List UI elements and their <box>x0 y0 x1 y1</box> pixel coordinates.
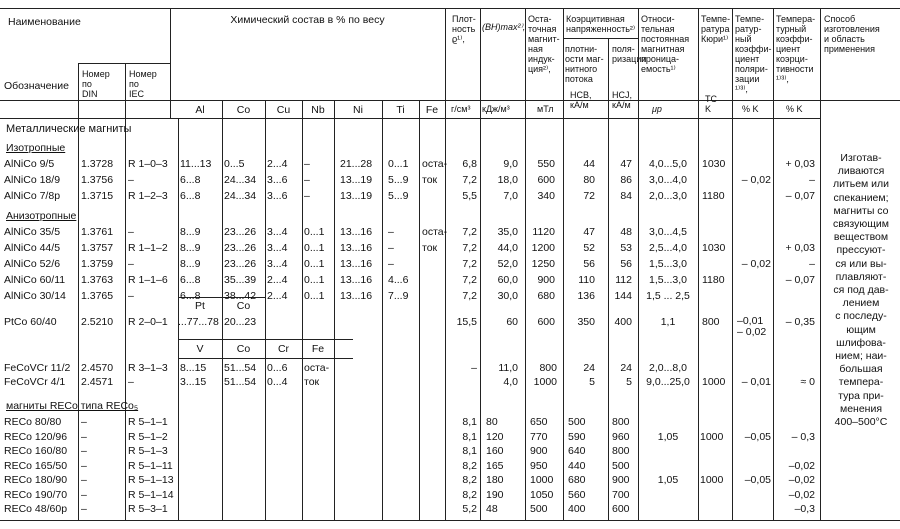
table-cell: 8...9 <box>180 226 201 238</box>
material-name: AlNiCo 18/9 <box>4 174 61 186</box>
col-header-designation: Обозначение <box>4 80 69 92</box>
table-cell: 1000 <box>530 474 554 486</box>
table-cell: 1.3763 <box>81 274 114 286</box>
table-cell: 3...15 <box>180 376 207 388</box>
table-cell: R 2–0–1 <box>128 316 168 328</box>
table-cell: 2.4571 <box>81 376 114 388</box>
table-cell: 960 <box>612 430 630 443</box>
table-cell: 44,0 <box>497 242 518 254</box>
table-cell: 53 <box>620 242 632 254</box>
table-cell: оста- <box>304 362 330 374</box>
table-cell: R 1–1–6 <box>128 274 168 286</box>
table-cell: 340 <box>537 190 555 202</box>
table-cell: 180 <box>486 474 504 486</box>
table-cell: 24 <box>583 362 595 374</box>
table-cell: 1000 <box>702 376 726 388</box>
table-cell: 30,0 <box>497 290 518 302</box>
section-metallic: Металлические магниты <box>6 123 132 135</box>
table-cell: 56 <box>620 258 632 270</box>
material-name: AlNiCo 7/8p <box>4 190 61 202</box>
table-cell: 13...19 <box>340 174 373 186</box>
table-cell: 2...4 <box>267 290 288 302</box>
table-cell: –0,05 <box>744 430 771 443</box>
table-cell: 900 <box>530 445 548 457</box>
table-cell: – 0,02 <box>741 258 771 270</box>
table-cell: 0...1 <box>304 226 325 238</box>
table-cell: 35,0 <box>497 226 518 238</box>
material-name: REСо 48/60p <box>4 503 68 515</box>
table-cell: 9,0...25,0 <box>646 376 690 388</box>
table-cell: 1120 <box>532 226 555 238</box>
table-cell: 11...13 <box>180 158 212 170</box>
table-cell: оста- <box>422 158 448 170</box>
table-cell: – <box>304 158 310 170</box>
table-cell: 84 <box>620 190 632 202</box>
table-cell: – <box>388 242 394 254</box>
table-cell: 1030 <box>702 242 726 254</box>
col-header-din: Номер по DIN <box>82 69 110 99</box>
table-cell: 5...9 <box>388 190 409 202</box>
table-cell: – <box>471 362 477 374</box>
table-cell: 8...9 <box>180 242 201 254</box>
material-name: AlNiCo 60/11 <box>4 274 66 286</box>
table-cell: 3...4 <box>267 242 288 254</box>
table-cell: 500 <box>568 416 586 428</box>
col-header-pt: Pt <box>195 300 205 312</box>
table-cell: 15,5 <box>456 316 477 328</box>
table-cell: 560 <box>568 488 586 501</box>
table-cell: 8,1 <box>462 445 477 457</box>
table-cell: 800 <box>612 416 630 428</box>
col-header-hcb: плотни- ости маг- нитного потока <box>565 44 604 84</box>
table-cell: 80 <box>486 416 498 428</box>
table-cell: 3...4 <box>267 226 288 238</box>
table-cell: 38...42 <box>224 290 257 302</box>
col-header-v: V <box>196 343 204 355</box>
table-cell: 7,2 <box>462 242 477 254</box>
material-name: REСо 165/50 <box>4 459 68 472</box>
table-cell: 350 <box>577 316 595 328</box>
table-cell: R 5–1–3 <box>128 445 168 457</box>
material-name: REСо 180/90 <box>4 474 68 486</box>
table-cell: 72 <box>583 190 595 202</box>
method-description: Изготав- ливаются литьем или спеканием; магниты со связующим веществом прессуют- ся или вы- плавляют- ся под дав- лением с последу- ющим шлифова- нием; наи- большая темпера- тура при- менения 400–500°С <box>832 152 890 429</box>
table-cell: 1.3761 <box>81 226 114 238</box>
table-cell: 7,2 <box>462 290 477 302</box>
table-cell: 18,0 <box>497 174 518 186</box>
table-cell: –0,02 <box>788 488 815 501</box>
table-cell: R 5–1–1 <box>128 416 168 428</box>
table-cell: 6...8 <box>180 190 201 202</box>
table-cell: 500 <box>530 503 548 515</box>
table-cell: – <box>81 416 87 428</box>
col-header-hcj: поля- ризации <box>612 44 647 64</box>
table-cell: 4,0...5,0 <box>649 158 687 170</box>
table-cell: – 0,02 <box>741 174 771 186</box>
table-cell: – <box>128 290 134 302</box>
table-cell: 900 <box>612 474 630 486</box>
table-cell: 1,05 <box>657 430 679 443</box>
col-header-iec: Номер по IEC <box>129 69 157 99</box>
col-header-fe: Fe <box>425 104 439 116</box>
table-cell: – <box>81 503 87 515</box>
col-header-co: Co <box>236 104 251 116</box>
table-cell: 0...1 <box>304 258 325 270</box>
table-cell: –0,02 <box>788 474 815 486</box>
table-cell: 8,1 <box>462 416 477 428</box>
table-cell: 600 <box>612 503 630 515</box>
table-cell: – <box>809 174 815 186</box>
table-cell: 8...9 <box>180 258 201 270</box>
table-cell: – <box>128 174 134 186</box>
tch-unit: % K <box>786 104 803 114</box>
col-header-perm: Относи- тельная постоянная магнитная проница- емость¹⁾ <box>641 14 690 74</box>
table-cell: 13...16 <box>340 274 373 286</box>
table-cell: 5 <box>589 376 595 388</box>
table-cell: 0...4 <box>267 376 288 388</box>
table-cell: 1.3759 <box>81 258 114 270</box>
table-cell: 4...6 <box>388 274 409 286</box>
table-cell: 550 <box>537 158 555 170</box>
hcj-unit: HCJ, кА/м <box>612 90 632 110</box>
table-cell: 7,2 <box>462 258 477 270</box>
table-cell: 500 <box>612 459 630 472</box>
table-cell: 86 <box>620 174 632 186</box>
table-cell: 56 <box>583 258 595 270</box>
col-header-remanence: Оста- точная магнит- ная индук- ция²⁾, <box>528 14 560 74</box>
table-cell: – <box>128 376 134 388</box>
material-name: AlNiCo 35/5 <box>4 226 61 238</box>
table-cell: – <box>81 445 87 457</box>
table-cell: 47 <box>583 226 595 238</box>
table-cell: 1.3757 <box>81 242 114 254</box>
table-cell: 112 <box>615 274 632 286</box>
material-name: AlNiCo 44/5 <box>4 242 61 254</box>
table-cell: 1250 <box>531 258 555 270</box>
bh-unit: кДж/м³ <box>482 104 510 114</box>
table-cell: 680 <box>568 474 586 486</box>
col-header-fe: Fe <box>311 343 325 355</box>
table-cell: 3,0...4,0 <box>649 174 687 186</box>
table-cell: 44 <box>583 158 595 170</box>
table-cell: R 3–1–3 <box>128 362 168 374</box>
table-cell: 1.3728 <box>81 158 114 170</box>
table-cell: 1000 <box>533 376 557 388</box>
table-cell: 13...19 <box>340 190 373 202</box>
material-name: REСо 160/80 <box>4 445 68 457</box>
table-cell: 7,2 <box>462 226 477 238</box>
table-cell: 48 <box>620 226 632 238</box>
perm-unit: μp <box>652 104 662 114</box>
table-cell: R 5–1–11 <box>128 459 173 472</box>
table-cell: 1,05 <box>657 474 679 486</box>
table-cell: 6,8 <box>462 158 477 170</box>
table-cell: 11,0 <box>498 362 518 374</box>
table-cell: 6...8 <box>180 174 201 186</box>
col-header-bh: (BH)max²⁾, <box>482 22 526 32</box>
material-name: PtCo 60/40 <box>4 316 57 328</box>
table-cell: – 0,3 <box>791 430 815 443</box>
table-cell: 800 <box>612 445 630 457</box>
table-cell: 60,0 <box>497 274 518 286</box>
col-header-cu: Cu <box>276 104 291 116</box>
table-cell: 440 <box>568 459 586 472</box>
col-header-co: Co <box>236 300 251 312</box>
table-cell: 0...1 <box>304 242 325 254</box>
density-unit: г/см³ <box>451 104 471 114</box>
table-cell: R 1–0–3 <box>128 158 168 170</box>
table-cell: –0,05 <box>744 474 771 486</box>
table-cell: 136 <box>577 290 595 302</box>
table-cell: 0...6 <box>267 362 288 374</box>
table-cell: 1000 <box>700 474 724 486</box>
section-reco: магниты REСо типа REСо₅ <box>6 400 139 412</box>
table-cell: 48 <box>486 503 498 515</box>
col-header-curie: Темпе- ратура Кюри¹⁾ <box>701 14 731 44</box>
table-cell: R 5–1–2 <box>128 430 168 443</box>
table-cell: 1,5...3,0 <box>649 258 687 270</box>
material-name: FeCoVCr 4/1 <box>4 376 66 388</box>
table-cell: 400 <box>568 503 586 515</box>
table-cell: 3...4 <box>267 258 288 270</box>
table-cell: 1,5...3,0 <box>649 274 687 286</box>
table-cell: – <box>81 459 87 472</box>
table-cell: – <box>388 258 394 270</box>
table-cell: – <box>128 226 134 238</box>
table-cell: 2...4 <box>267 158 288 170</box>
table-cell: 1030 <box>702 158 726 170</box>
table-cell: оста- <box>422 226 448 238</box>
table-cell: ток <box>422 174 438 186</box>
material-name: AlNiCo 30/14 <box>4 290 66 302</box>
table-cell: 900 <box>537 274 555 286</box>
table-cell: 3...6 <box>267 174 288 186</box>
table-cell: 24...34 <box>224 190 257 202</box>
col-header-co: Co <box>236 343 251 355</box>
table-cell: 23...26 <box>224 258 257 270</box>
table-cell: 5 <box>626 376 632 388</box>
table-cell: 24...34 <box>224 174 257 186</box>
table-cell: 1000 <box>700 430 724 443</box>
table-cell: – <box>81 430 87 443</box>
col-header-coercive: Коэрцитивная напряженность²⁾ <box>566 14 636 34</box>
table-cell: 160 <box>486 445 504 457</box>
section-isotropic: Изотропные <box>6 142 66 154</box>
col-header-nb: Nb <box>311 104 325 116</box>
table-cell: 21...28 <box>340 158 373 170</box>
table-cell: ≈ 0 <box>800 376 815 388</box>
table-cell: 8...15 <box>180 362 207 374</box>
table-cell: 7,0 <box>503 190 518 202</box>
table-cell: 2.5210 <box>81 316 114 328</box>
table-cell: 9,0 <box>503 158 518 170</box>
table-cell: – <box>388 226 394 238</box>
table-cell: –0,02 <box>788 459 815 472</box>
table-cell: 8,2 <box>462 459 477 472</box>
table-cell: 2.4570 <box>81 362 114 374</box>
col-header-cr: Cr <box>277 343 290 355</box>
table-cell: – <box>304 174 310 186</box>
table-cell: 1180 <box>702 190 725 202</box>
table-cell: 52,0 <box>497 258 518 270</box>
table-cell: 7,2 <box>462 274 477 286</box>
material-name: REСо 80/80 <box>4 416 62 428</box>
table-cell: R 5–3–1 <box>128 503 168 515</box>
table-cell: ...77...78 <box>178 316 219 328</box>
table-cell: 7,2 <box>462 174 477 186</box>
table-cell: 950 <box>530 459 548 472</box>
table-cell: 23...26 <box>224 226 257 238</box>
table-cell: 3...6 <box>267 190 288 202</box>
table-cell: R 1–1–2 <box>128 242 168 254</box>
table-cell: 13...16 <box>340 290 373 302</box>
table-cell: 190 <box>486 488 504 501</box>
table-cell: 80 <box>583 174 595 186</box>
table-cell: 1180 <box>702 274 725 286</box>
table-cell: 590 <box>568 430 586 443</box>
table-cell: 13...16 <box>340 226 373 238</box>
table-cell: 600 <box>537 316 555 328</box>
table-cell: 650 <box>530 416 548 428</box>
table-cell: 1,1 <box>660 316 676 328</box>
table-cell: 13...16 <box>340 258 373 270</box>
hcb-unit: HCB, кА/м <box>570 90 592 110</box>
table-cell: – <box>809 258 815 270</box>
table-cell: 680 <box>537 290 555 302</box>
table-cell: 2,0...3,0 <box>649 190 687 202</box>
col-header-ti: Ti <box>396 104 405 116</box>
table-cell: 120 <box>486 430 504 443</box>
table-cell: 7...9 <box>388 290 409 302</box>
table-cell: 3,0...4,5 <box>649 226 687 238</box>
table-cell: 1,5 ... 2,5 <box>646 290 690 302</box>
table-cell: 8,1 <box>462 430 477 443</box>
table-cell: 110 <box>578 274 595 286</box>
table-cell: –0,3 <box>794 503 815 515</box>
table-cell: 0...1 <box>304 274 325 286</box>
table-cell: 2,5...4,0 <box>649 242 687 254</box>
table-cell: 5...9 <box>388 174 409 186</box>
table-cell: R 5–1–14 <box>128 488 174 501</box>
material-name: FeCoVCr 11/2 <box>4 362 71 374</box>
table-cell: + 0,03 <box>785 158 815 170</box>
table-cell: 800 <box>702 316 720 328</box>
table-cell: 800 <box>539 362 557 374</box>
table-cell: ток <box>304 376 320 388</box>
table-cell: – 0,07 <box>785 274 815 286</box>
remanence-unit: мТл <box>537 104 554 114</box>
table-cell: – 0,35 <box>785 316 815 328</box>
col-header-tch: Темпера- турный коэффи- циент коэрци- тивности ¹⁾³⁾, <box>776 14 816 84</box>
table-cell: R 5–1–13 <box>128 474 174 486</box>
table-cell: 35...39 <box>224 274 257 286</box>
table-cell: 165 <box>486 459 504 472</box>
table-cell: – 0,01 <box>741 376 771 388</box>
table-cell: 8,2 <box>462 474 477 486</box>
table-cell: –0,01 – 0,02 <box>737 315 767 338</box>
col-header-density: Плот- ность ϱ¹⁾, <box>452 14 476 44</box>
table-cell: 0...5 <box>224 158 245 170</box>
table-cell: 13...16 <box>340 242 373 254</box>
table-cell: 1.3715 <box>81 190 114 202</box>
tcj-unit: % K <box>742 104 759 114</box>
table-cell: 47 <box>620 158 632 170</box>
table-cell: 20...23 <box>224 316 257 328</box>
material-name: REСо 190/70 <box>4 488 68 501</box>
table-cell: 52 <box>583 242 595 254</box>
table-cell: 1.3765 <box>81 290 114 302</box>
curie-unit: TC K <box>705 94 717 114</box>
table-cell: R 1–2–3 <box>128 190 168 202</box>
table-cell: 2...4 <box>267 274 288 286</box>
table-cell: 5,2 <box>462 503 477 515</box>
table-cell: 24 <box>620 362 632 374</box>
col-header-name: Наименование <box>8 16 81 28</box>
table-cell: 2,0...8,0 <box>649 362 687 374</box>
table-cell: 60 <box>506 316 518 328</box>
material-name: AlNiCo 9/5 <box>4 158 55 170</box>
table-cell: 51...54 <box>224 376 257 388</box>
table-cell: 1050 <box>530 488 554 501</box>
table-cell: 1200 <box>531 242 555 254</box>
table-cell: ток <box>422 242 438 254</box>
table-cell: – <box>81 488 87 501</box>
material-name: AlNiCo 52/6 <box>4 258 61 270</box>
table-cell: 6...8 <box>180 274 201 286</box>
section-anisotropic: Анизотропные <box>6 210 77 222</box>
material-name: REСо 120/96 <box>4 430 68 443</box>
table-cell: 5,5 <box>462 190 477 202</box>
col-header-tcj: Темпе- ратур- ный коэффи- циент поляри- зации ¹⁾³⁾, <box>735 14 772 94</box>
table-cell: – <box>128 258 134 270</box>
table-cell: 4,0 <box>503 376 518 388</box>
table-cell: 600 <box>537 174 555 186</box>
table-cell: 23...26 <box>224 242 257 254</box>
table-cell: 640 <box>568 445 586 457</box>
col-header-method: Способ изготовления и область применения <box>824 14 880 54</box>
table-cell: 1.3756 <box>81 174 114 186</box>
table-cell: 700 <box>612 488 630 501</box>
table-cell: – <box>81 474 87 486</box>
table-cell: 0...1 <box>388 158 409 170</box>
col-header-ni: Ni <box>353 104 363 116</box>
table-cell: – 0,07 <box>785 190 815 202</box>
col-header-chem: Химический состав в % по весу <box>230 14 385 26</box>
table-cell: 51...54 <box>224 362 257 374</box>
table-cell: + 0,03 <box>785 242 815 254</box>
table-cell: 144 <box>614 290 632 302</box>
col-header-al: Al <box>195 104 205 116</box>
table-cell: – <box>304 190 310 202</box>
table-cell: 400 <box>614 316 632 328</box>
table-cell: 0...1 <box>304 290 325 302</box>
table-cell: 770 <box>530 430 548 443</box>
table-cell: 6...8 <box>180 290 201 302</box>
table-cell: 8,2 <box>462 488 477 501</box>
